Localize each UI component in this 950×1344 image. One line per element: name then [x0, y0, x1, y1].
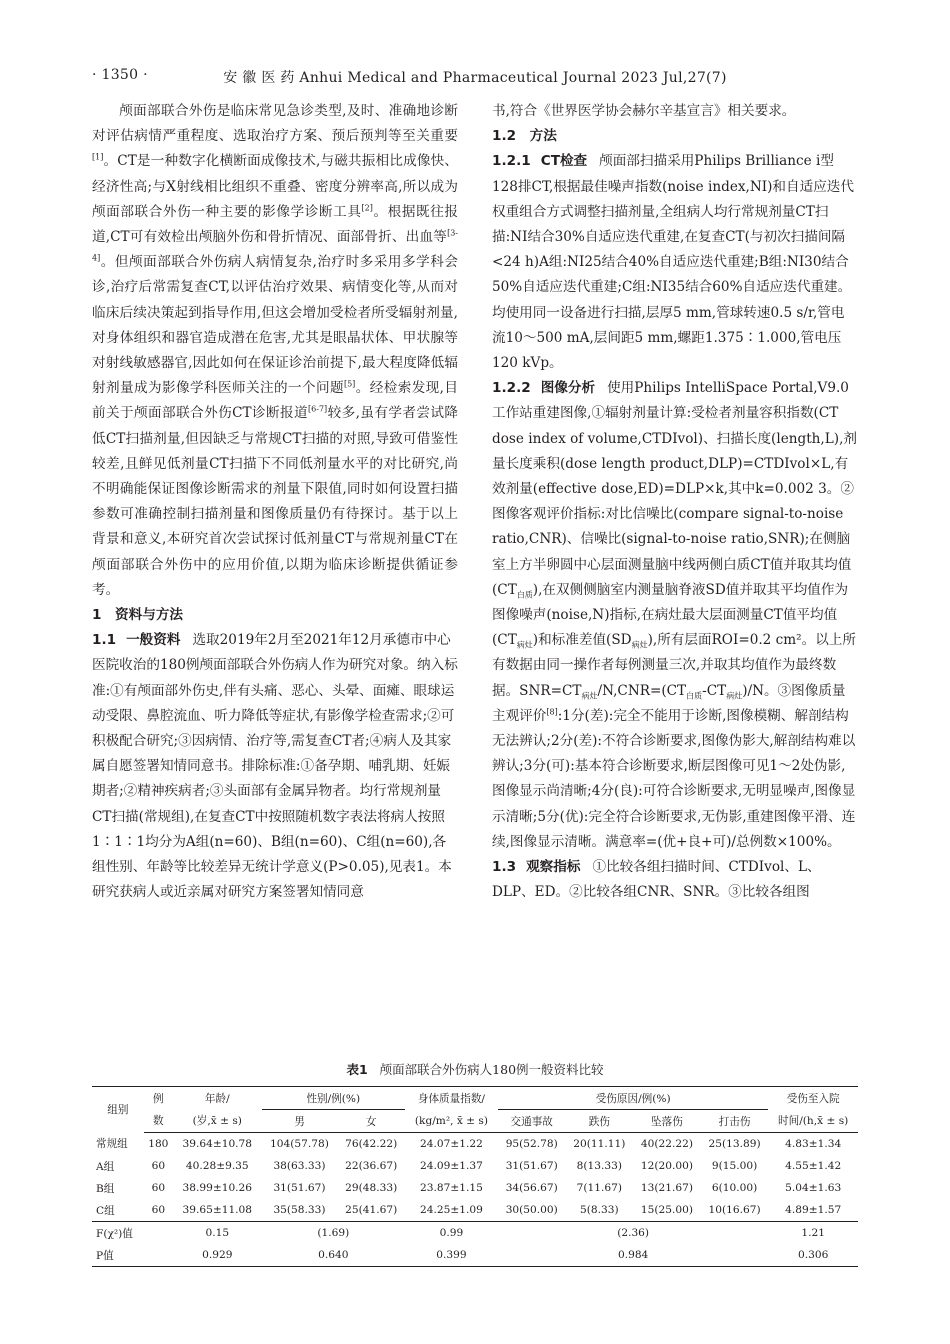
- cell: 0.99: [405, 1222, 498, 1245]
- cell: 7(11.67): [576, 1182, 622, 1194]
- subscript: 病灶: [516, 640, 533, 650]
- cell: 22(36.67): [345, 1160, 398, 1172]
- subsection-title: 观察指标: [526, 859, 581, 876]
- cell: 25(41.67): [345, 1204, 398, 1216]
- intro-text: 。根据既往报道,CT可有效检出颅脑外伤和骨折情况、面部骨折、出血等: [92, 203, 459, 246]
- section-text: )和标准差值(SD: [532, 632, 632, 649]
- intro-text: 颅面部联合外伤是临床常见急诊类型,及时、准确地诊断对评估病情严重程度、选取治疗方案、预后预判等至关重要: [92, 103, 458, 145]
- cell: 38(63.33): [273, 1160, 326, 1172]
- cell: 常规组: [96, 1138, 128, 1151]
- header-row: [92, 1087, 858, 1110]
- cell: A组: [96, 1160, 115, 1173]
- section-text: 使用Philips IntelliSpace Portal,V9.0工作站重建图像,①辐射剂量计算:受检者剂量容积指数(CT dose index of volume,CTDIvol)、扫描长度(length,L),剂量长度乘积(dose length product,DLP)=CTDIvol×L,有效剂量(effective dose,ED)=DLP×k,其中k=0.002 3。②图像客观评价指标:对比信噪比(compare signal-to-noise ratio,CNR)、信噪比(signal-to-noise ratio,SNR);在侧脑室上方半卵圆中心层面测量脑中线两侧白质CT值并取其均值(CT: [492, 380, 857, 598]
- cell: (1.69): [262, 1222, 405, 1245]
- cell: 4.55±1.42: [785, 1160, 842, 1172]
- subsection-number: 1.2.1: [492, 153, 531, 170]
- intro-text: 。CT是一种数字化横断面成像技术,与磁共振相比成像快、经济性高;与X射线相比组织不重叠、密度分辨率高,所以成为颅面部联合外伤一种主要的影像学诊断工具: [92, 153, 458, 220]
- cell: 12(20.00): [640, 1160, 693, 1172]
- section-text: )/N。③图像质量主观评价: [492, 682, 846, 724]
- col-time-unit: 时间/(h,x̄ ± s): [768, 1110, 858, 1133]
- cell: 40(22.22): [640, 1138, 693, 1150]
- intro-text: 较多,虽有学者尝试降低CT扫描剂量,但因缺乏与常规CT扫描的对照,导致可借鉴性较差,且鲜见低剂量CT扫描下不同低剂量水平的对比研究,尚不明确能保证图像诊断需求的剂量下限值,同时如何设置扫描参数可准确控制扫描剂量和图像质量仍有待探讨。基于以上背景和意义,本研究首次尝试探讨低剂量CT与常规剂量CT在颅面部联合外伤中的应用价值,以期为临床诊断提供循证参考。: [92, 405, 459, 598]
- section-text: :1分(差):完全不能用于诊断,图像模糊、解剖结构无法辨认;2分(差):不符合诊断要求,图像伪影大,解剖结构难以辨认;3分(可):基本符合诊断要求,断层图像可见1～2处伪影,图像显示尚清晰;4分(良):可符合诊断要求,无明显噪声,图像显示清晰;5分(优):完全符合诊断要求,无伪影,重建图像平滑、连续,图像显示清晰。满意率=(优+良+可)/总例数×100%。: [492, 707, 856, 850]
- cell: 0.399: [405, 1244, 498, 1267]
- cell: 39.64±10.78: [182, 1138, 253, 1150]
- cell: 0.15: [173, 1222, 262, 1245]
- cell: 30(50.00): [505, 1204, 558, 1216]
- subsection-title: 一般资料: [126, 632, 181, 649]
- citation: [1]: [92, 152, 104, 162]
- col-fall: 跌伤: [566, 1110, 634, 1133]
- section-text: ),所有层面ROI=0.2 cm²。以上所有数据由同一操作者每例测量三次,并取其均值作为最终数据。SNR=CT: [492, 632, 856, 699]
- section-text: 颅面部扫描采用Philips Brilliance i型128排CT,根据最佳噪声指数(noise index,NI)和自适应迭代权重组合方式调整扫描剂量,全组病人均行常规剂量CT扫描:NI结合30%自适应迭代重建,在复查CT(与初次扫描间隔<24 h)A组:NI25结合40%自适应迭代重建;B组:NI30结合50%自适应迭代重建;C组:NI35结合60%自适应迭代重建。均使用同一设备进行扫描,层厚5 mm,管球转速0.5 s/r,管电流10～500 mA,层间距5 mm,螺距1.375∶1.000,管电压120 kVp。: [492, 153, 854, 372]
- col-male: 男: [262, 1110, 338, 1133]
- cell: 24.07±1.22: [420, 1138, 483, 1150]
- citation: [8]: [546, 707, 558, 717]
- cell: 24.09±1.37: [420, 1160, 483, 1172]
- table-label: 表1: [346, 1062, 368, 1077]
- subsection-heading: [92, 632, 192, 648]
- table-row: [92, 1199, 858, 1222]
- cell: 0.640: [262, 1244, 405, 1267]
- right-column: [492, 99, 858, 906]
- cell: 8(13.33): [576, 1160, 622, 1172]
- cell: 0.929: [173, 1244, 262, 1267]
- col-group: 组别: [92, 1087, 144, 1133]
- subsection-heading: [492, 859, 592, 875]
- subscript: 病灶: [581, 691, 598, 701]
- cell: 104(57.78): [270, 1138, 329, 1150]
- citation: [2]: [361, 203, 373, 213]
- cell: 76(42.22): [345, 1138, 398, 1150]
- subscript: 白质: [516, 590, 533, 600]
- table-1: [92, 1060, 858, 1267]
- col-traffic: 交通事故: [498, 1110, 566, 1133]
- cell: 34(56.67): [505, 1182, 558, 1194]
- cell: 31(51.67): [505, 1160, 558, 1172]
- col-n: 例: [144, 1087, 173, 1110]
- section-text: 选取2019年2月至2021年12月承德市中心医院收治的180例颅面部联合外伤病人作为研究对象。纳入标准:①有颅面部外伤史,伴有头痛、恶心、头晕、面瘫、眼球运动受限、鼻腔流血、听力降低等症状,有影像学检查需求;②可积极配合研究;③因病情、治疗等,需复查CT者;④病人及其家属自愿签署知情同意书。排除标准:①备孕期、哺乳期、妊娠期者;②精神疾病者;③头面部有金属异物者。均行常规剂量CT扫描(常规组),在复查CT中按照随机数字表法将病人按照1∶1∶1均分为A组(n=60)、B组(n=60)、C组(n=60),各组性别、年龄等比较差异无统计学意义(P>0.05),见表1。本研究获病人或近亲属对研究方案签署知情同意: [92, 632, 458, 901]
- subscript: 病灶: [631, 640, 648, 650]
- subsection-title: CT检查: [540, 153, 588, 170]
- citation: [3-4]: [92, 228, 458, 263]
- table-title: 颅面部联合外伤病人180例一般资料比较: [379, 1062, 604, 1077]
- table-row: [92, 1133, 858, 1156]
- col-cause: 受伤原因/例(%): [498, 1087, 768, 1110]
- section-text: -CT: [702, 682, 727, 699]
- cell: 39.65±11.08: [182, 1204, 253, 1216]
- cell: 35(58.33): [273, 1204, 326, 1216]
- subsection-number: 1.2.2: [492, 380, 531, 397]
- f-value-row: [92, 1222, 858, 1245]
- subsection-number: 1.1: [92, 632, 117, 649]
- cell: 4.83±1.34: [785, 1138, 842, 1150]
- col-female: 女: [337, 1110, 405, 1133]
- cell: 9(15.00): [711, 1160, 758, 1172]
- cell: 5.04±1.63: [785, 1182, 842, 1194]
- intro-text: 。经检索发现,目前关于颅面部联合外伤CT诊断报道: [92, 380, 458, 422]
- col-bmi-unit: (kg/m², x̄ ± s): [405, 1110, 498, 1133]
- cell: 38.99±10.26: [182, 1182, 253, 1194]
- table-caption: [92, 1060, 858, 1078]
- cell: B组: [96, 1182, 115, 1195]
- cell: 5(8.33): [580, 1204, 619, 1216]
- section-heading: 1.2 方法: [492, 128, 557, 145]
- cell: 40.28±9.35: [185, 1160, 249, 1172]
- cell: 60: [151, 1182, 166, 1194]
- cell: 95(52.78): [505, 1138, 558, 1150]
- p-value-row: [92, 1244, 858, 1267]
- subsection-heading: [492, 380, 607, 396]
- intro-text: 。但颅面部联合外伤病人病情复杂,治疗时多采用多学科会诊,治疗后常需复查CT,以评估治疗效果、病情变化等,从而对临床后续决策起到指导作用,但这会增加受检者所受辐射剂量,对身体组织和器官造成潜在危害,尤其是眼晶状体、甲状腺等对射线敏感器官,因此如何在保证诊治前提下,最大程度降低辐射剂量成为影像学科医师关注的一个问题: [92, 254, 458, 397]
- cell: 31(51.67): [273, 1182, 326, 1194]
- section-text: /N,CNR=(CT: [597, 682, 687, 699]
- cell: [144, 1244, 173, 1267]
- cell: 13(21.67): [640, 1182, 693, 1194]
- cell: 29(48.33): [345, 1182, 398, 1194]
- left-column: [92, 99, 458, 906]
- data-table: [92, 1086, 858, 1267]
- cell: [144, 1222, 173, 1245]
- cell: 10(16.67): [708, 1204, 761, 1216]
- continued-text: 书,符合《世界医学协会赫尔辛基宣言》相关要求。: [492, 103, 796, 119]
- cell: 60: [151, 1204, 166, 1216]
- cell: 180: [148, 1138, 169, 1150]
- cell: 1.21: [768, 1222, 858, 1245]
- cell: 24.25±1.09: [420, 1204, 483, 1216]
- table-row: [92, 1177, 858, 1199]
- section-text: ),在双侧侧脑室内测量脑脊液SD值并取其平均值作为图像噪声(noise,N)指标,在病灶最大层面测量CT值平均值(CT: [492, 581, 849, 649]
- subsection-number: 1.3: [492, 859, 517, 876]
- col-sex: 性别/例(%): [262, 1087, 405, 1110]
- cell: 6(10.00): [711, 1182, 758, 1194]
- journal-title: 安 徽 医 药 Anhui Medical and Pharmaceutical Journal 2023 Jul,27(7): [223, 70, 727, 86]
- table-row: [92, 1155, 858, 1177]
- cell: 25(13.89): [708, 1138, 761, 1150]
- cell: 60: [151, 1160, 166, 1172]
- col-drop: 坠落伤: [633, 1110, 701, 1133]
- cell: 0.306: [768, 1244, 858, 1267]
- subsection-heading: [492, 153, 599, 169]
- citation: [6-7]: [308, 404, 328, 414]
- running-header: [92, 67, 858, 85]
- cell: 0.984: [498, 1244, 768, 1267]
- subscript: 病灶: [726, 691, 743, 701]
- cell: 15(25.00): [640, 1204, 693, 1216]
- col-hit: 打击伤: [701, 1110, 769, 1133]
- cell: C组: [96, 1204, 115, 1217]
- subsection-title: 图像分析: [540, 380, 596, 397]
- cell: 23.87±1.15: [420, 1182, 483, 1194]
- col-bmi: 身体质量指数/: [405, 1087, 498, 1110]
- section-text: ①比较各组扫描时间、CTDIvol、L、DLP、ED。②比较各组CNR、SNR。③比较各组图: [492, 859, 821, 901]
- cell: (2.36): [498, 1222, 768, 1245]
- cell: F(χ²)值: [92, 1222, 144, 1245]
- col-time: 受伤至入院: [768, 1087, 858, 1110]
- header-row: [92, 1110, 858, 1133]
- section-heading: 1 资料与方法: [92, 607, 184, 624]
- intro-paragraph: [92, 99, 458, 603]
- col-n-bottom: 数: [144, 1110, 173, 1133]
- cell: 20(11.11): [573, 1138, 626, 1150]
- col-age: 年龄/: [173, 1087, 262, 1110]
- subscript: 白质: [686, 691, 703, 701]
- cell: 4.89±1.57: [785, 1204, 842, 1216]
- col-age-unit: (岁,x̄ ± s): [173, 1110, 262, 1133]
- cell: P值: [92, 1244, 144, 1267]
- page-number: · 1350 ·: [92, 67, 148, 83]
- citation: [5]: [343, 379, 356, 389]
